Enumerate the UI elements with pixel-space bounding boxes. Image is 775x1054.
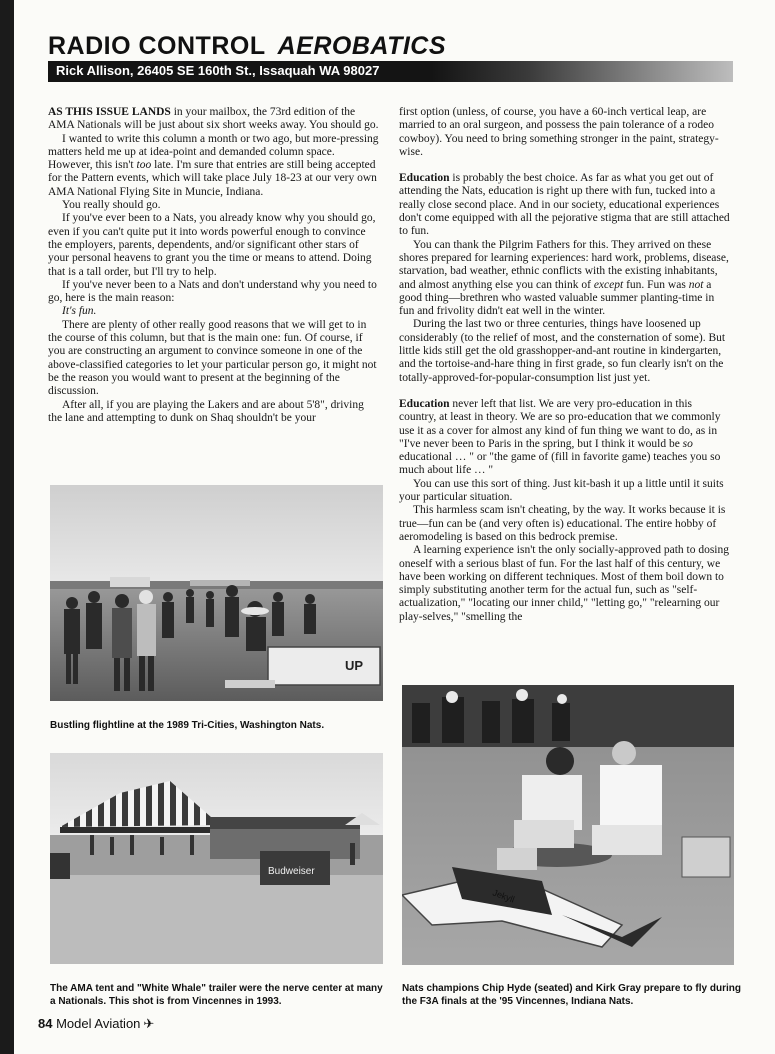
paragraph-text: in your mailbox, the 73rd edition of the AMA Nationals will be just about six short weeks away. You should go. [48,106,379,132]
trailer-sign-text: Budweiser [268,866,315,877]
paragraph-text: educational … " or "the game of (fill in favorite game) teaches you so much about life … " [399,451,721,477]
flightline-sign-text: UP [345,658,364,673]
paragraph-text: late. I'm sure that entries are still being accepted for the Pattern events, which will take place July 18-23 at our very own AMA National Flying Site in Muncie, Indiana. [48,159,377,198]
paragraph [48,106,380,133]
page-footer [38,1016,154,1032]
emphasis: too [136,159,152,172]
lead-in: AS THIS ISSUE LANDS [48,106,171,118]
flightline-caption: Bustling flightline at the 1989 Tri-Cities, Washington Nats. [50,720,325,731]
paragraph-text: fun. Fun was [623,278,689,291]
lead-in: Education [399,172,450,185]
paragraph: After all, if you are playing the Lakers and are about 5'8", driving the lane and attempting to dunk on Shaq shouldn't be your [48,398,364,424]
page-number: 84 [38,1016,53,1031]
paragraph-text: never left that list. We are very pro-education in this country, at least in theory. We are so pro-education that we commonly use it as a cover for almost any kind of fun thing we want to do, as in "I've never been to Paris in the spring, but I think it would be [399,397,721,450]
author-byline-bar [48,61,733,82]
emphasis: except [593,278,624,291]
paragraph: You really should go. [62,199,161,212]
plane-name-text: Jekyll [491,887,516,905]
airplane-icon: ✈ [143,1016,155,1031]
ama-tent-photo [50,753,383,964]
right-text-column [399,106,732,671]
paragraph: You can use this sort of thing. Just kit-bash it up a little until it suits your particular situation. [399,477,724,504]
emphasis: so [682,437,693,450]
ama-tent-caption: The AMA tent and "White Whale" trailer were the nerve center at many a Nationals. This shot is from Vincennes in 1993. [50,983,383,1007]
magazine-page [14,0,775,1054]
paragraph: If you've ever been to a Nats, you already know why you should go, even if you can't quite put it into words powerful enough to convince the employers, parents, dependents, and/or significant other stars of your personal heavens to grant you the time or means to attend. Doing that is a tall order, but I'll try to help. [48,212,376,278]
paragraph: first option (unless, of course, you have a 60-inch vertical leap, are married to an oral surgeon, and possess the pain tolerance of a rodeo cowboy). You need to bring something stronger in the paint, strategy-wise. [399,106,719,158]
paragraph [48,305,380,318]
title-plain: RADIO CONTROL [48,32,266,60]
paragraph: A learning experience isn't the only socially-approved path to dosing oneself with a serious blast of fun. For the last half of this century, we have been working on different techniques. Most of them boil down to simply substituting another term for the actual fun, such as "self-actualization," "locating our inner child," "letting go," "relearning our play-selves," "smelling the [399,544,730,623]
paragraph-text: I wanted to write this column a month or two ago, but more-pressing matters held me up at idea-point and demanded column space. However, this isn't [48,132,379,172]
emphasis: It's fun. [62,305,97,318]
pilots-caption: Nats champions Chip Hyde (seated) and Kirk Gray prepare to fly during the F3A finals at the '95 Vincennes, Indiana Nats. [402,983,741,1007]
paragraph [399,239,732,319]
paragraph: During the last two or three centuries, things have loosened up considerably (to the relief of most, and the consternation of some). But little kids still get the old grasshopper-and-ant routine in kindergarten, and the tortoise-and-hare thing in first grade, so fun clearly isn't on the totally-approved-for-popular-consumption list just yet. [399,318,726,384]
paragraph-text: a good thing—brethren who wasted valuable summer planting-time in fun and frivolity didn't eat well in the winter. [399,278,715,318]
author-byline: Rick Allison, 26405 SE 160th St., Issaquah WA 98027 [56,63,380,78]
paragraph: There are plenty of other really good reasons that we will get to in the course of this column, but that is the main one: fun. Of course, if you are constructing an argument to convince someone in one of the above-classified categories to let your particular person go, it might not be the reason you would want to present at the beginning of the discussion. [48,318,377,398]
left-text-column [48,106,380,476]
column-title [48,32,446,60]
magazine-name: Model Aviation [56,1016,141,1031]
paragraph-text: You can thank the Pilgrim Fathers for this. They arrived on these shores prepared for learning experiences: hard work, problems, disease, starvation, bad weather, ethnic conflicts with the existing inhabitants, and almost anything else you can think of [399,238,729,291]
paragraph [399,172,732,238]
paragraph: If you've never been to a Nats and don't understand why you need to go, here is the main reason: [48,278,377,305]
paragraph [399,398,732,478]
paragraph: This harmless scam isn't cheating, by the way. It works because it is true—fun can be (and very often is) educational. The entire hobby of aeromodeling is based on this bedrock premise. [399,504,726,543]
pilots-photo [402,685,734,965]
emphasis: not [688,278,704,291]
title-italic: AEROBATICS [277,32,447,60]
paragraph-text: is probably the best choice. As far as what you get out of attending the Nats, education is right up there with fun, tucked into a really close second place. And in our society, educational experiences don't come equipped with all the pejorative stigma that are still attached to fun. [399,172,730,238]
lead-in: Education [399,397,450,410]
paragraph [48,133,380,199]
flightline-photo [50,485,383,701]
